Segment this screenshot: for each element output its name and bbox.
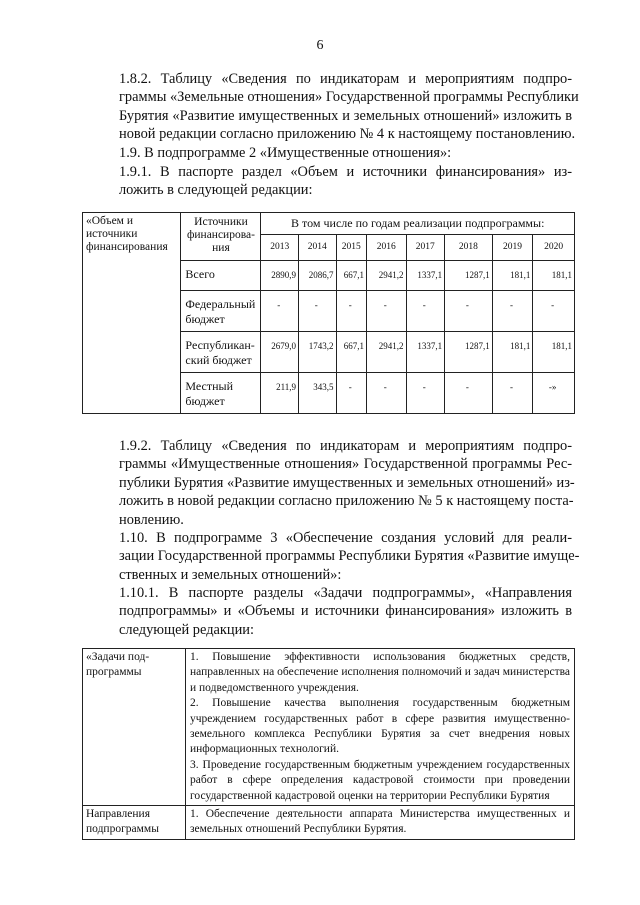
sources-header: Источники финансирова-ния: [181, 213, 261, 261]
text-line: 1.9. В подпрограмме 2 «Имущественные отношения»:: [119, 145, 452, 161]
value-cell: -: [366, 373, 406, 414]
year-cell: 2013: [261, 235, 299, 261]
value-cell: -: [406, 291, 445, 332]
paragraph-1-9: [85, 144, 572, 162]
value-cell: -: [533, 291, 575, 332]
value-cell: -: [336, 373, 366, 414]
text-line: Бурятия «Развитие имущественных и земельных отношений» изложить в: [119, 107, 572, 124]
value-cell: -: [445, 291, 493, 332]
value-cell: 1743,2: [299, 332, 337, 373]
text-line: 1.9.1. В паспорте раздел «Объем и источники финансирования» из-: [119, 164, 572, 180]
year-cell: 2017: [406, 235, 445, 261]
value-cell: -: [261, 291, 299, 332]
text-line: 1.8.2. Таблицу «Сведения по индикаторам и мероприятиям подпро-: [119, 71, 572, 87]
value-cell: 181,1: [492, 261, 533, 291]
value-cell: 343,5: [299, 373, 337, 414]
value-cell: 1337,1: [406, 261, 445, 291]
value-cell: 181,1: [492, 332, 533, 373]
years-header: В том числе по годам реализации подпрограммы:: [261, 213, 575, 235]
text-line: следующей редакции:: [119, 621, 254, 638]
page-number: 6: [316, 38, 324, 53]
paragraph-1-9-1: [85, 163, 572, 200]
finance-label: «Объем и источники финансирования: [83, 213, 181, 414]
task-item: 2. Повышение качества выполнения государственным бюджетным учреждением государственных работ в сфере развития имущественно-земельного комплекса Республики Бурятия за счет внедрения новых информационных технологий.: [190, 697, 570, 756]
text-line: подпрограммы» и «Объемы и источники финансирования» изложить в: [119, 603, 572, 620]
row-label-total: Всего: [181, 261, 261, 291]
text-line: ложить в новой редакции согласно приложению № 5 к настоящему поста-: [119, 493, 574, 510]
text-line: граммы «Земельные отношения» Государственной программы Республики: [119, 89, 579, 106]
directions-cell: 1. Обеспечение деятельности аппарата Министерства имущественных и земельных отношений Республики Бурятия.: [186, 806, 575, 840]
value-cell: 181,1: [533, 332, 575, 373]
value-cell: -»: [533, 373, 575, 414]
value-cell: -: [406, 373, 445, 414]
value-cell: 2941,2: [366, 332, 406, 373]
value-cell: 667,1: [336, 261, 366, 291]
text-line: ственных и земельных отношений»:: [119, 566, 342, 583]
value-cell: 1287,1: [445, 332, 493, 373]
year-cell: 2018: [445, 235, 493, 261]
value-cell: 2941,2: [366, 261, 406, 291]
task-item: 3. Проведение государственным бюджетным учреждением государственных работ в сфере определения кадастровой стоимости при проведении государственной кадастровой оценки на территории Республики Бурятия: [190, 758, 570, 802]
value-cell: 181,1: [533, 261, 575, 291]
paragraph-1-10: [85, 529, 580, 584]
text-line: новлению.: [119, 511, 184, 528]
value-cell: 1287,1: [445, 261, 493, 291]
paragraph-1-9-2: [85, 437, 575, 529]
year-cell: 2016: [366, 235, 406, 261]
value-cell: 2890,9: [261, 261, 299, 291]
row-label-republican: Республикан-ский бюджет: [181, 332, 261, 373]
value-cell: -: [336, 291, 366, 332]
tasks-label: «Задачи под-программы: [83, 649, 186, 806]
row-label-local: Местный бюджет: [181, 373, 261, 414]
value-cell: -: [299, 291, 337, 332]
year-cell: 2019: [492, 235, 533, 261]
tasks-cell: [186, 649, 575, 806]
text-line: 1.9.2. Таблицу «Сведения по индикаторам и мероприятиям подпро-: [119, 438, 572, 454]
text-line: 1.10.1. В паспорте разделы «Задачи подпрограммы», «Направления: [119, 585, 572, 601]
value-cell: 2679,0: [261, 332, 299, 373]
paragraph-1-10-1: [85, 584, 572, 639]
tasks-table: [82, 648, 575, 840]
value-cell: -: [492, 291, 533, 332]
value-cell: -: [445, 373, 493, 414]
value-cell: 1337,1: [406, 332, 445, 373]
year-cell: 2015: [336, 235, 366, 261]
text-line: новой редакции согласно приложению № 4 к настоящему постановлению.: [119, 126, 576, 143]
row-label-federal: Федеральный бюджет: [181, 291, 261, 332]
text-line: ложить в следующей редакции:: [119, 182, 313, 199]
text-line: публики Бурятия «Развитие имущественных и земельных отношений» из-: [119, 474, 575, 491]
value-cell: 211,9: [261, 373, 299, 414]
text-line: граммы «Имущественные отношения» Государственной программы Рес-: [119, 456, 572, 473]
text-line: 1.10. В подпрограмме 3 «Обеспечение создания условий для реали-: [119, 530, 572, 546]
text-line: зации Государственной программы Республики Бурятия «Развитие имуще-: [119, 548, 580, 565]
finance-table: [82, 212, 575, 414]
paragraph-1-8-2: [85, 70, 579, 144]
task-item: 1. Повышение эффективности использования бюджетных средств, направленных на обеспечение исполнения полномочий и задач министерства и подведомственного учреждения.: [190, 651, 570, 694]
value-cell: -: [492, 373, 533, 414]
value-cell: 2086,7: [299, 261, 337, 291]
directions-label: Направления подпрограммы: [83, 806, 186, 840]
value-cell: 667,1: [336, 332, 366, 373]
year-cell: 2020: [533, 235, 575, 261]
value-cell: -: [366, 291, 406, 332]
year-cell: 2014: [299, 235, 337, 261]
